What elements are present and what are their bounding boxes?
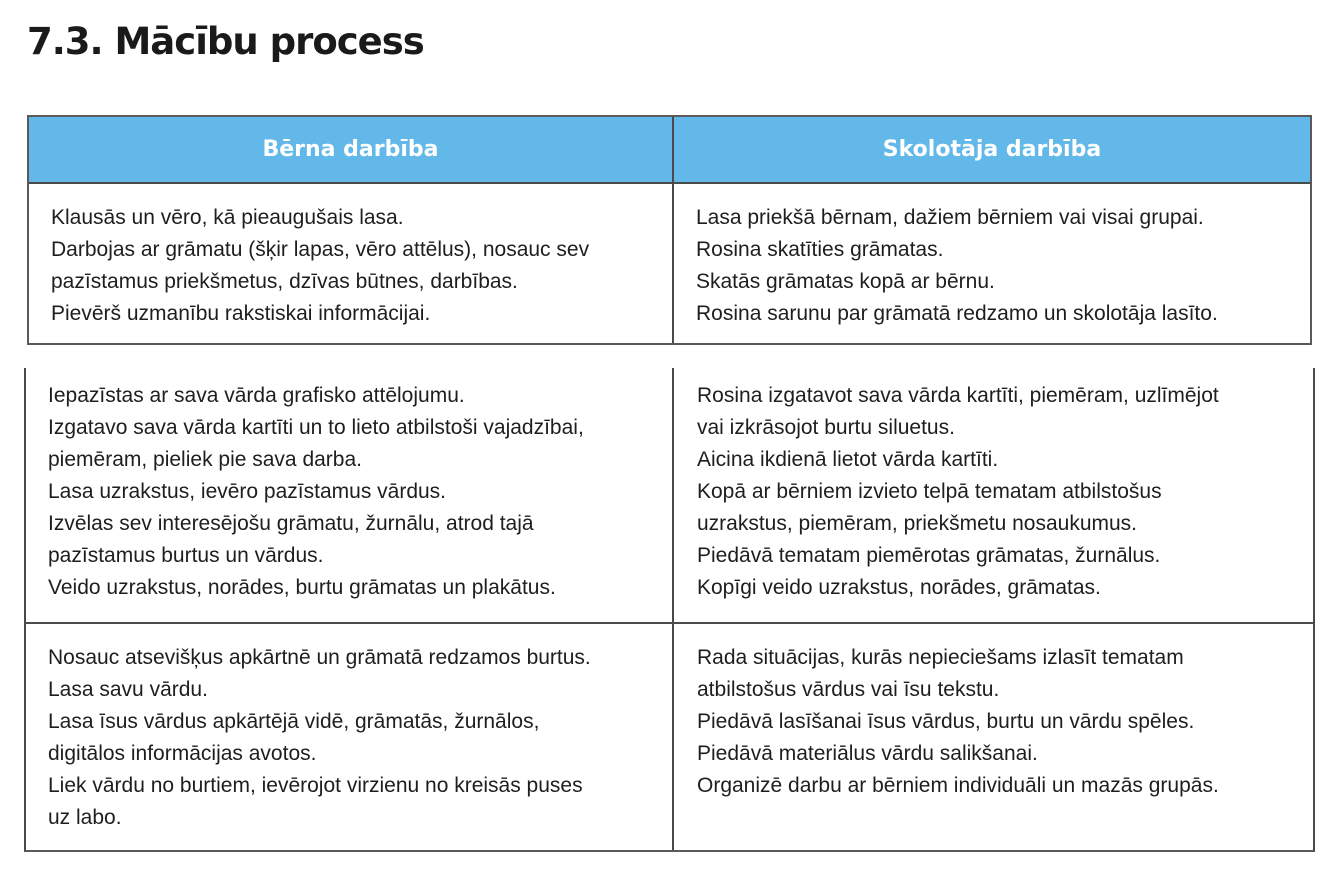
cell-line: digitālos informācijas avotos. xyxy=(48,742,317,765)
cell-line: pazīstamus burtus un vārdus. xyxy=(48,544,324,567)
cell-line: Lasa uzrakstus, ievēro pazīstamus vārdus. xyxy=(48,480,447,503)
cell-line: Kopā ar bērniem izvieto telpā tematam atbilstošus xyxy=(697,480,1162,503)
cell-line: Piedāvā tematam piemērotas grāmatas, žurnālus. xyxy=(697,544,1161,567)
cell-line: piemēram, pieliek pie sava darba. xyxy=(48,448,362,471)
cell-line: Izgatavo sava vārda kartīti un to lieto atbilstoši vajadzībai, xyxy=(48,416,584,439)
teacher-activity-cell xyxy=(674,184,1310,343)
child-activity-cell xyxy=(26,624,674,850)
table-row xyxy=(29,184,1310,343)
cell-line: Skatās grāmatas kopā ar bērnu. xyxy=(696,270,995,293)
cell-line: Piedāvā materiālus vārdu salikšanai. xyxy=(697,742,1038,765)
cell-line: Aicina ikdienā lietot vārda kartīti. xyxy=(697,448,999,471)
process-table-top xyxy=(27,115,1312,345)
table-row xyxy=(26,368,1313,624)
cell-line: Veido uzrakstus, norādes, burtu grāmatas un plakātus. xyxy=(48,576,556,599)
cell-line: Darbojas ar grāmatu (šķir lapas, vēro attēlus), nosauc sev xyxy=(51,238,590,261)
cell-line: pazīstamus priekšmetus, dzīvas būtnes, darbības. xyxy=(51,270,518,293)
header-child-activity: Bērna darbība xyxy=(29,117,674,182)
cell-line: Iepazīstas ar sava vārda grafisko attēlojumu. xyxy=(48,384,465,407)
cell-line: uzrakstus, piemēram, priekšmetu nosaukumus. xyxy=(697,512,1138,535)
cell-line: Kopīgi veido uzrakstus, norādes, grāmatas. xyxy=(697,576,1101,599)
page-title: 7.3. Mācību process xyxy=(27,20,424,63)
cell-line: Izvēlas sev interesējošu grāmatu, žurnālu, atrod tajā xyxy=(48,512,534,535)
cell-line: Rosina izgatavot sava vārda kartīti, piemēram, uzlīmējot xyxy=(697,384,1219,407)
cell-line: vai izkrāsojot burtu siluetus. xyxy=(697,416,955,439)
process-table-continued xyxy=(24,368,1315,852)
child-activity-cell xyxy=(29,184,674,343)
cell-line: Lasa īsus vārdus apkārtējā vidē, grāmatās, žurnālos, xyxy=(48,710,540,733)
cell-line: Rosina skatīties grāmatas. xyxy=(696,238,944,261)
cell-line: Liek vārdu no burtiem, ievērojot virzienu no kreisās puses xyxy=(48,774,583,797)
cell-line: Nosauc atsevišķus apkārtnē un grāmatā redzamos burtus. xyxy=(48,646,591,669)
cell-line: Lasa savu vārdu. xyxy=(48,678,208,701)
cell-line: atbilstošus vārdus vai īsu tekstu. xyxy=(697,678,1000,701)
header-teacher-activity: Skolotāja darbība xyxy=(882,137,1102,162)
cell-line: Rada situācijas, kurās nepieciešams izlasīt tematam xyxy=(697,646,1184,669)
table-row xyxy=(26,624,1313,850)
cell-line: Piedāvā lasīšanai īsus vārdus, burtu un vārdu spēles. xyxy=(697,710,1195,733)
teacher-activity-cell xyxy=(674,624,1313,850)
child-activity-cell xyxy=(26,368,674,622)
teacher-activity-cell xyxy=(674,368,1313,622)
cell-line: Organizē darbu ar bērniem individuāli un mazās grupās. xyxy=(697,774,1219,797)
cell-line: Rosina sarunu par grāmatā redzamo un skolotāja lasīto. xyxy=(696,302,1218,325)
cell-line: Lasa priekšā bērnam, dažiem bērniem vai visai grupai. xyxy=(696,206,1204,229)
cell-line: Pievērš uzmanību rakstiskai informācijai. xyxy=(51,302,431,325)
cell-line: Klausās un vēro, kā pieaugušais lasa. xyxy=(51,206,404,229)
table-header-row xyxy=(29,117,1310,184)
cell-line: uz labo. xyxy=(48,806,122,829)
